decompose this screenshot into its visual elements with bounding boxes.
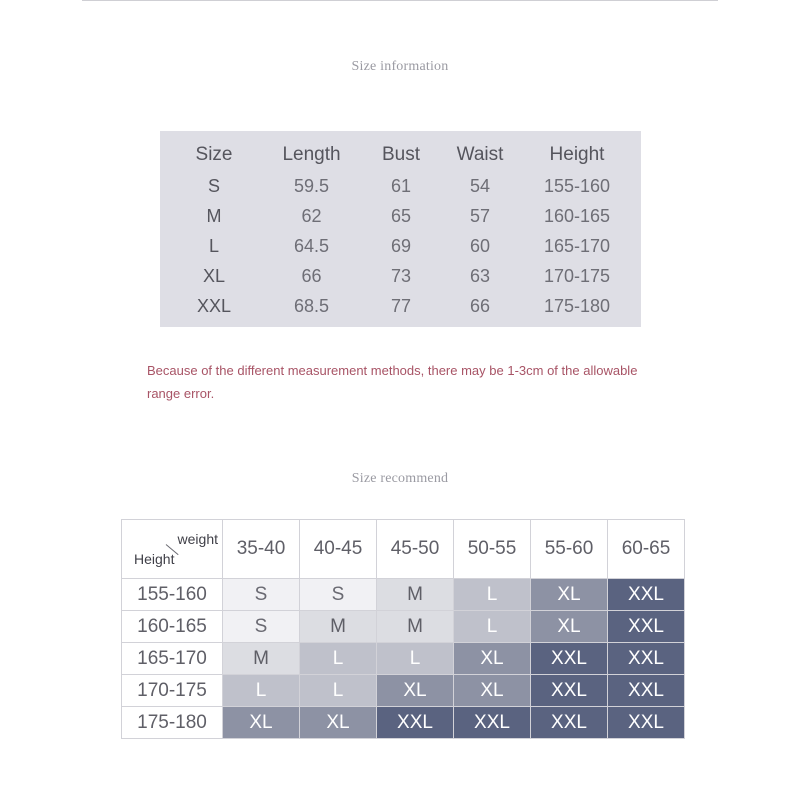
header-bust: Bust: [381, 143, 421, 165]
size-cell: S: [207, 175, 220, 196]
table-row: [160, 231, 641, 261]
size-cell: XXL: [196, 295, 232, 316]
measurement-note: Because of the different measurement methods, there may be 1-3cm of the allowable range error.: [147, 363, 638, 401]
corner-cell: [122, 520, 223, 579]
recommended-size-cell: XL: [454, 675, 531, 707]
recommended-size-cell: XL: [223, 707, 300, 739]
header-waist: Waist: [456, 143, 504, 165]
waist-cell: 60: [469, 235, 491, 256]
height-range-cell: 175-180: [122, 707, 223, 739]
recommended-size-cell: XL: [300, 707, 377, 739]
recommended-size-cell: S: [223, 579, 300, 611]
waist-cell: 57: [469, 205, 491, 226]
header-length: Length: [282, 143, 341, 165]
height-cell: 160-165: [543, 205, 611, 226]
size-cell: L: [208, 235, 219, 256]
header-size: Size: [195, 143, 233, 165]
weight-range-header: 40-45: [300, 520, 377, 579]
length-cell: 64.5: [293, 235, 330, 256]
table-row: [122, 611, 685, 643]
table-row: [122, 643, 685, 675]
waist-cell: 54: [469, 175, 491, 196]
recommended-size-cell: S: [300, 579, 377, 611]
recommended-size-cell: M: [223, 643, 300, 675]
weight-range-header: 35-40: [223, 520, 300, 579]
height-range-cell: 160-165: [122, 611, 223, 643]
height-range-cell: 170-175: [122, 675, 223, 707]
bust-cell: 65: [390, 205, 412, 226]
recommended-size-cell: L: [300, 643, 377, 675]
weight-range-header: 60-65: [608, 520, 685, 579]
table-row: [160, 291, 641, 321]
size-cell: XL: [202, 265, 226, 286]
recommended-size-cell: M: [300, 611, 377, 643]
recommended-size-cell: XXL: [608, 611, 685, 643]
height-cell: 170-175: [543, 265, 611, 286]
size-information-table: [160, 138, 641, 321]
bust-cell: 69: [390, 235, 412, 256]
recommended-size-cell: XL: [454, 643, 531, 675]
recommended-size-cell: S: [223, 611, 300, 643]
header-height: Height: [549, 143, 605, 165]
length-cell: 62: [301, 205, 322, 226]
height-cell: 155-160: [543, 175, 611, 196]
size-information-panel: [160, 131, 641, 327]
table-row: [122, 707, 685, 739]
height-range-cell: 165-170: [122, 643, 223, 675]
recommended-size-cell: XL: [377, 675, 454, 707]
weight-range-header: 45-50: [377, 520, 454, 579]
size-cell: M: [206, 205, 222, 226]
recommended-size-cell: XXL: [377, 707, 454, 739]
length-cell: 68.5: [293, 295, 330, 316]
size-information-header-row: [160, 138, 641, 171]
size-information-title: Size information: [351, 59, 449, 74]
table-row: [160, 201, 641, 231]
top-divider: [82, 0, 718, 1]
size-recommend-title: Size recommend: [351, 471, 449, 486]
table-row: [160, 261, 641, 291]
recommended-size-cell: L: [300, 675, 377, 707]
recommended-size-cell: L: [223, 675, 300, 707]
bust-cell: 73: [390, 265, 412, 286]
recommended-size-cell: XXL: [531, 675, 608, 707]
height-cell: 175-180: [543, 295, 611, 316]
height-axis-label: Height: [134, 551, 175, 567]
waist-cell: 63: [469, 265, 491, 286]
recommended-size-cell: XXL: [454, 707, 531, 739]
recommended-size-cell: XXL: [608, 675, 685, 707]
recommended-size-cell: M: [377, 579, 454, 611]
recommended-size-cell: XXL: [531, 707, 608, 739]
recommended-size-cell: XL: [531, 611, 608, 643]
table-row: [122, 675, 685, 707]
bust-cell: 61: [390, 175, 412, 196]
size-recommend-table: [121, 519, 685, 739]
weight-range-header: 55-60: [531, 520, 608, 579]
bust-cell: 77: [390, 295, 412, 316]
recommended-size-cell: M: [377, 611, 454, 643]
weight-range-header: 50-55: [454, 520, 531, 579]
length-cell: 66: [301, 265, 322, 286]
height-range-cell: 155-160: [122, 579, 223, 611]
recommended-size-cell: L: [377, 643, 454, 675]
table-row: [122, 579, 685, 611]
height-cell: 165-170: [543, 235, 611, 256]
weight-axis-label: weight: [177, 531, 218, 547]
size-recommend-header-row: [122, 520, 685, 579]
length-cell: 59.5: [293, 175, 330, 196]
recommended-size-cell: XXL: [608, 643, 685, 675]
waist-cell: 66: [469, 295, 491, 316]
recommended-size-cell: XXL: [531, 643, 608, 675]
recommended-size-cell: L: [454, 579, 531, 611]
table-row: [160, 171, 641, 201]
recommended-size-cell: XXL: [608, 579, 685, 611]
recommended-size-cell: L: [454, 611, 531, 643]
recommended-size-cell: XL: [531, 579, 608, 611]
recommended-size-cell: XXL: [608, 707, 685, 739]
